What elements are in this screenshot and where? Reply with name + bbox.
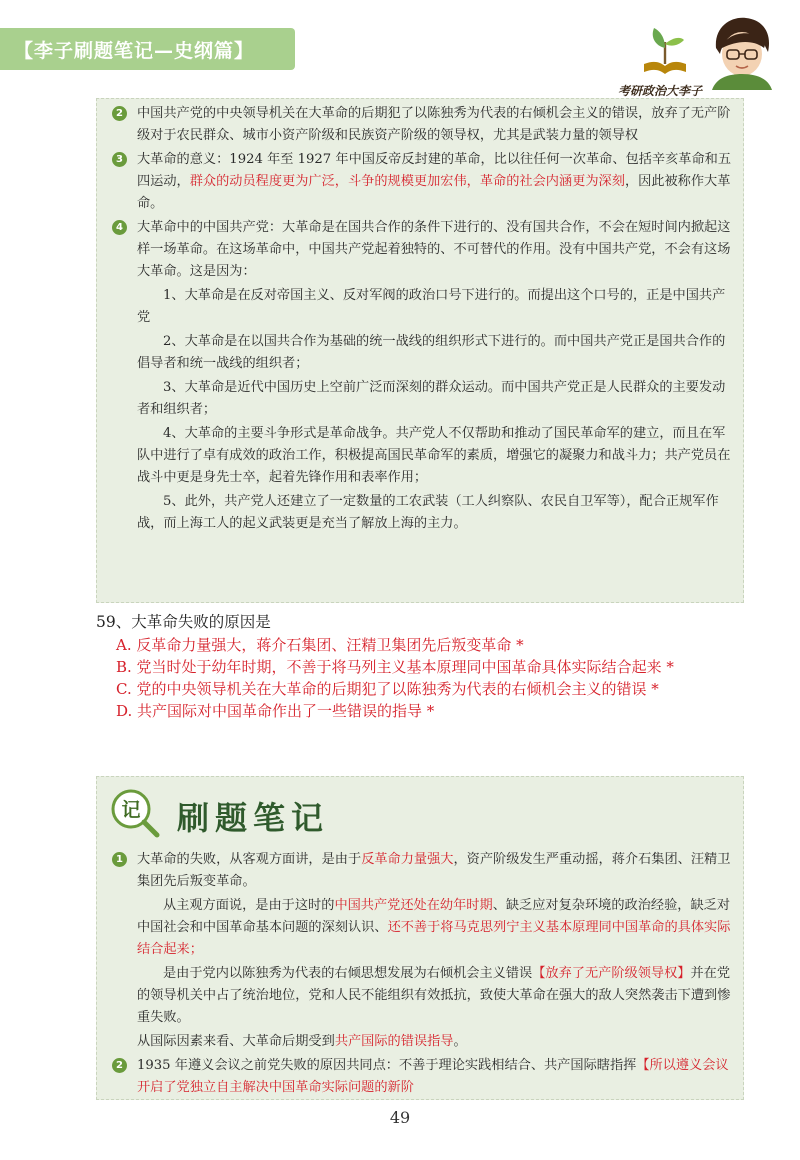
explanation-box xyxy=(96,98,744,603)
body-text: 大革命的失败，从客观方面讲，是由于 xyxy=(137,852,362,867)
notes-paragraph-international xyxy=(107,1031,735,1053)
answer-option-a: A. 反革命力量强大，蒋介石集团、汪精卫集团先后叛变革命 * xyxy=(116,636,524,654)
highlighted-text: 【所以遵义会议开启了党独立自主解决中国革命实际问题的新阶 xyxy=(137,1058,729,1095)
highlighted-text: 中国共产党还处在幼年时期 xyxy=(334,898,493,913)
header-tag-label: 【李子刷题笔记—史纲篇】 xyxy=(14,40,255,62)
magnifier-note-icon xyxy=(107,785,163,841)
brand-signature: 考研政治大李子 xyxy=(618,84,703,98)
notes-header xyxy=(107,777,735,849)
notes-icon-char: 记 xyxy=(121,799,141,821)
highlighted-text: 共产国际的错误指导 xyxy=(334,1034,454,1049)
body-text: 从主观方面说，是由于这时的 xyxy=(163,898,335,913)
reason-item: 3、大革命是近代中国历史上空前广泛而深刻的群众运动。而中国共产党正是人民群众的主要发动者和组织者； xyxy=(137,380,726,417)
notes-paragraph-right-deviation xyxy=(107,963,735,1029)
point-number-badge: 2 xyxy=(112,1058,127,1073)
body-text: 。 xyxy=(453,1034,467,1049)
answer-option-c: C. 党的中央领导机关在大革命的后期犯了以陈独秀为代表的右倾机会主义的错误 * xyxy=(116,680,659,698)
point-number-badge: 1 xyxy=(112,852,127,867)
reason-item: 2、大革命是在以国共合作为基础的统一战线的组织形式下进行的。而中国共产党正是国共合作的倡导者和统一战线的组织者； xyxy=(137,334,726,371)
notes-point-1 xyxy=(107,849,735,893)
explanation-point xyxy=(107,149,735,215)
reason-item: 5、此外，共产党人还建立了一定数量的工农武装（工人纠察队、农民自卫军等），配合正规军作战，而上海工人的起义武装更是充当了解放上海的主力。 xyxy=(137,494,719,531)
highlighted-text: 群众的动员程度更为广泛，斗争的规模更加宏伟，革命的社会内涵更为深刻 xyxy=(189,174,625,189)
answer-option-d: D. 共产国际对中国革命作出了一些错误的指导 * xyxy=(116,702,435,720)
notes-box xyxy=(96,776,744,1100)
body-text: 1935 年遵义会议之前党失败的原因共同点：不善于理论实践相结合、共产国际瞎指挥 xyxy=(137,1058,637,1073)
highlighted-text: 【放弃了无产阶级领导权】 xyxy=(532,966,691,981)
notes-title: 刷题笔记 xyxy=(177,799,330,837)
question-title: 59、大革命失败的原因是 xyxy=(96,613,271,631)
point-number-badge: 3 xyxy=(112,152,127,167)
highlighted-text: 反革命力量强大 xyxy=(361,852,454,867)
reason-item: 4、大革命的主要斗争形式是革命战争。共产党人不仅帮助和推动了国民革命军的建立，而且在军队中进行了卓有成效的政治工作，积极提高国民革命军的素质，增强它的凝聚力和战斗力；共产党员在战斗中更是身先士卒，起着先锋作用和表率作用； xyxy=(137,426,731,485)
explanation-point xyxy=(107,217,735,283)
reason-item: 1、大革命是在反对帝国主义、反对军阀的政治口号下进行的。而提出这个口号的，正是中国共产党 xyxy=(137,288,726,325)
highlighted-text: 还不善于将马克思列宁主义基本原理同中国革命的具体实际结合起来； xyxy=(137,920,731,957)
body-text: 、缺乏应对复杂环境的政治经验，缺乏对中国社会和中国革命基本问题的深刻认识、 xyxy=(137,898,731,935)
notes-paragraph-subjective xyxy=(107,895,735,961)
point-number-badge: 4 xyxy=(112,220,127,235)
body-text: 大革命的意义：1924 年至 1927 年中国反帝反封建的革命，比以往任何一次革命、包括辛亥革命和五四运动， xyxy=(137,152,732,189)
point-number-badge: 2 xyxy=(112,106,127,121)
answer-options xyxy=(116,634,756,722)
body-text: ，资产阶级发生严重动摇，蒋介石集团、汪精卫集团先后叛变革命。 xyxy=(137,852,731,889)
body-text: 大革命中的中国共产党：大革命是在国共合作的条件下进行的、没有国共合作，不会在短时间内掀起这样一场革命。在这场革命中，中国共产党起着独特的、不可替代的作用。没有中国共产党，不会有这场大革命。这是因为： xyxy=(137,220,731,279)
answer-option-b: B. 党当时处于幼年时期，不善于将马列主义基本原理同中国革命具体实际结合起来 * xyxy=(116,658,674,676)
header-tag xyxy=(0,28,295,70)
body-text: 从国际因素来看、大革命后期受到 xyxy=(137,1034,335,1049)
author-avatar xyxy=(708,14,776,90)
body-text: 并在党的领导机关中占了统治地位，党和人民不能组织有效抵抗，致使大革命在强大的敌人突然袭击下遭到惨重失败。 xyxy=(137,966,731,1025)
explanation-point xyxy=(107,103,735,147)
notes-point-2 xyxy=(107,1055,735,1099)
page-number: 49 xyxy=(389,1108,411,1127)
body-text: ，因此被称作大革命。 xyxy=(137,174,731,211)
body-text: 中国共产党的中央领导机关在大革命的后期犯了以陈独秀为代表的右倾机会主义的错误，放弃了无产阶级对于农民群众、城市小资产阶级和民族资产阶级的领导权，尤其是武装力量的领导权 xyxy=(137,106,731,143)
plant-book-logo-icon xyxy=(636,20,694,78)
body-text: 是由于党内以陈独秀为代表的右倾思想发展为右倾机会主义错误 xyxy=(163,966,533,981)
